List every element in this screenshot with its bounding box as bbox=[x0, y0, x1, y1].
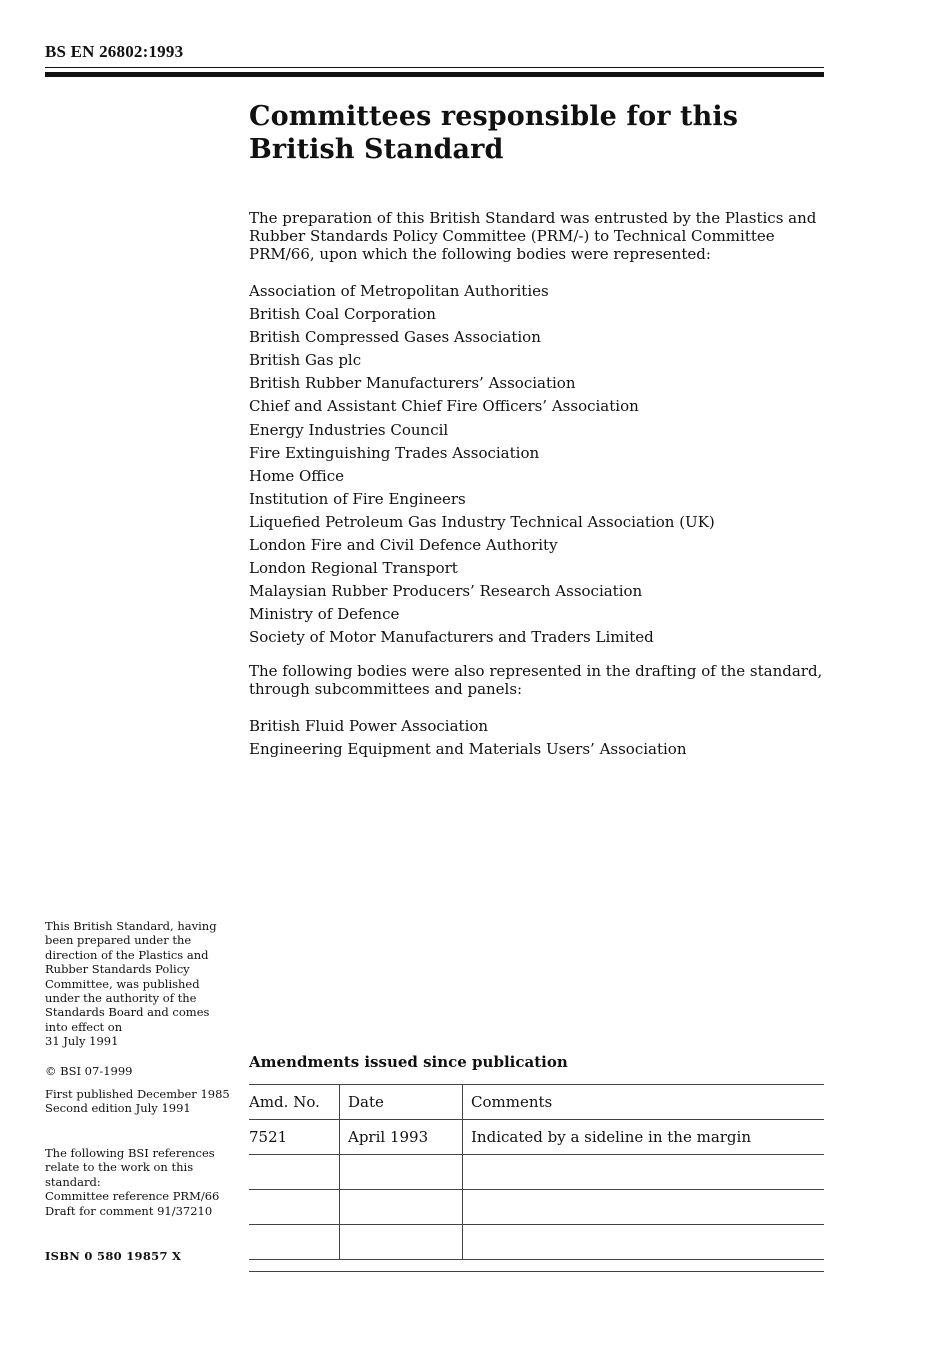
list-item: Engineering Equipment and Materials Users’ Association bbox=[249, 739, 687, 758]
list-item: British Fluid Power Association bbox=[249, 716, 489, 735]
list-item: London Regional Transport bbox=[249, 559, 458, 578]
header-rule-thick bbox=[45, 72, 824, 77]
list-item: Society of Motor Manufacturers and Traders Limited bbox=[249, 628, 654, 647]
table-row bbox=[249, 1155, 824, 1190]
table-cell bbox=[249, 1225, 340, 1260]
document-code: BS EN 26802:1993 bbox=[45, 42, 184, 61]
list-item: Home Office bbox=[249, 466, 345, 485]
list-item: Institution of Fire Engineers bbox=[249, 489, 466, 508]
main-content bbox=[249, 100, 829, 761]
publication-line: Committee, was published bbox=[45, 976, 200, 991]
header-rule-thin bbox=[45, 67, 824, 68]
list-item: British Coal Corporation bbox=[249, 305, 436, 324]
publication-date: 31 July 1991 bbox=[45, 1034, 119, 1049]
publication-line: direction of the Plastics and bbox=[45, 947, 209, 962]
reference-line: The following BSI references bbox=[45, 1146, 215, 1160]
first-published: First published December 1985 bbox=[45, 1087, 230, 1101]
table-cell bbox=[463, 1190, 825, 1225]
table-header-row bbox=[249, 1085, 824, 1120]
publication-note bbox=[45, 919, 235, 1049]
amendments-table bbox=[249, 1084, 824, 1260]
list-item: British Rubber Manufacturers’ Association bbox=[249, 374, 576, 393]
table-cell bbox=[463, 1225, 825, 1260]
title-line-2: British Standard bbox=[249, 134, 504, 165]
reference-line: standard: bbox=[45, 1174, 101, 1189]
list-item: Energy Industries Council bbox=[249, 420, 449, 439]
intro-paragraph: The preparation of this British Standard was entrusted by the Plastics and Rubber Standards Policy Committee (PRM/-) to Technical Committee PRM/66, upon which the following bodies were represented: bbox=[249, 209, 817, 263]
publication-line: This British Standard, having bbox=[45, 919, 217, 933]
list-item: Malaysian Rubber Producers’ Research Association bbox=[249, 582, 643, 601]
list-item: British Gas plc bbox=[249, 351, 362, 370]
publication-line: into effect on bbox=[45, 1019, 123, 1034]
publication-line: Rubber Standards Policy bbox=[45, 962, 190, 977]
subcommittee-bodies-list bbox=[249, 715, 829, 761]
column-header-date: Date bbox=[340, 1085, 463, 1120]
list-item: London Fire and Civil Defence Authority bbox=[249, 536, 558, 555]
table-row bbox=[249, 1190, 824, 1225]
table-cell: April 1993 bbox=[340, 1120, 463, 1155]
list-item: Ministry of Defence bbox=[249, 605, 400, 624]
title-line-1: Committees responsible for this bbox=[249, 101, 738, 132]
list-item: Chief and Assistant Chief Fire Officers’ Association bbox=[249, 397, 639, 416]
reference-line: relate to the work on this bbox=[45, 1160, 194, 1175]
table-cell: Indicated by a sideline in the margin bbox=[463, 1120, 825, 1155]
table-cell bbox=[463, 1155, 825, 1190]
table-row bbox=[249, 1120, 824, 1155]
bsi-references bbox=[45, 1146, 235, 1218]
list-item: British Compressed Gases Association bbox=[249, 328, 541, 347]
publication-line: under the authority of the bbox=[45, 991, 197, 1006]
list-item: Association of Metropolitan Authorities bbox=[249, 282, 549, 300]
amendments-heading: Amendments issued since publication bbox=[249, 1053, 568, 1071]
draft-reference: Draft for comment 91/37210 bbox=[45, 1203, 213, 1218]
isbn: ISBN 0 580 19857 X bbox=[45, 1249, 182, 1263]
table-cell: 7521 bbox=[249, 1120, 340, 1155]
represented-bodies-list bbox=[249, 280, 829, 650]
table-cell bbox=[249, 1155, 340, 1190]
second-edition: Second edition July 1991 bbox=[45, 1101, 191, 1116]
edition-history bbox=[45, 1087, 235, 1116]
list-item: Liquefied Petroleum Gas Industry Technical Association (UK) bbox=[249, 512, 715, 531]
footer-rule bbox=[249, 1271, 824, 1272]
publication-line: been prepared under the bbox=[45, 933, 192, 948]
copyright-notice: © BSI 07-1999 bbox=[45, 1064, 133, 1078]
table-cell bbox=[340, 1190, 463, 1225]
list-item: Fire Extinguishing Trades Association bbox=[249, 443, 540, 462]
table-cell bbox=[340, 1155, 463, 1190]
column-header-comments: Comments bbox=[463, 1085, 825, 1120]
subcommittee-paragraph: The following bodies were also represented in the drafting of the standard, through subcommittees and panels: bbox=[249, 661, 823, 698]
table-cell bbox=[249, 1190, 340, 1225]
table-cell bbox=[340, 1225, 463, 1260]
page-title bbox=[249, 100, 829, 166]
table-row bbox=[249, 1225, 824, 1260]
publication-line: Standards Board and comes bbox=[45, 1005, 210, 1020]
committee-reference: Committee reference PRM/66 bbox=[45, 1189, 220, 1204]
column-header-amd-no: Amd. No. bbox=[249, 1085, 340, 1120]
